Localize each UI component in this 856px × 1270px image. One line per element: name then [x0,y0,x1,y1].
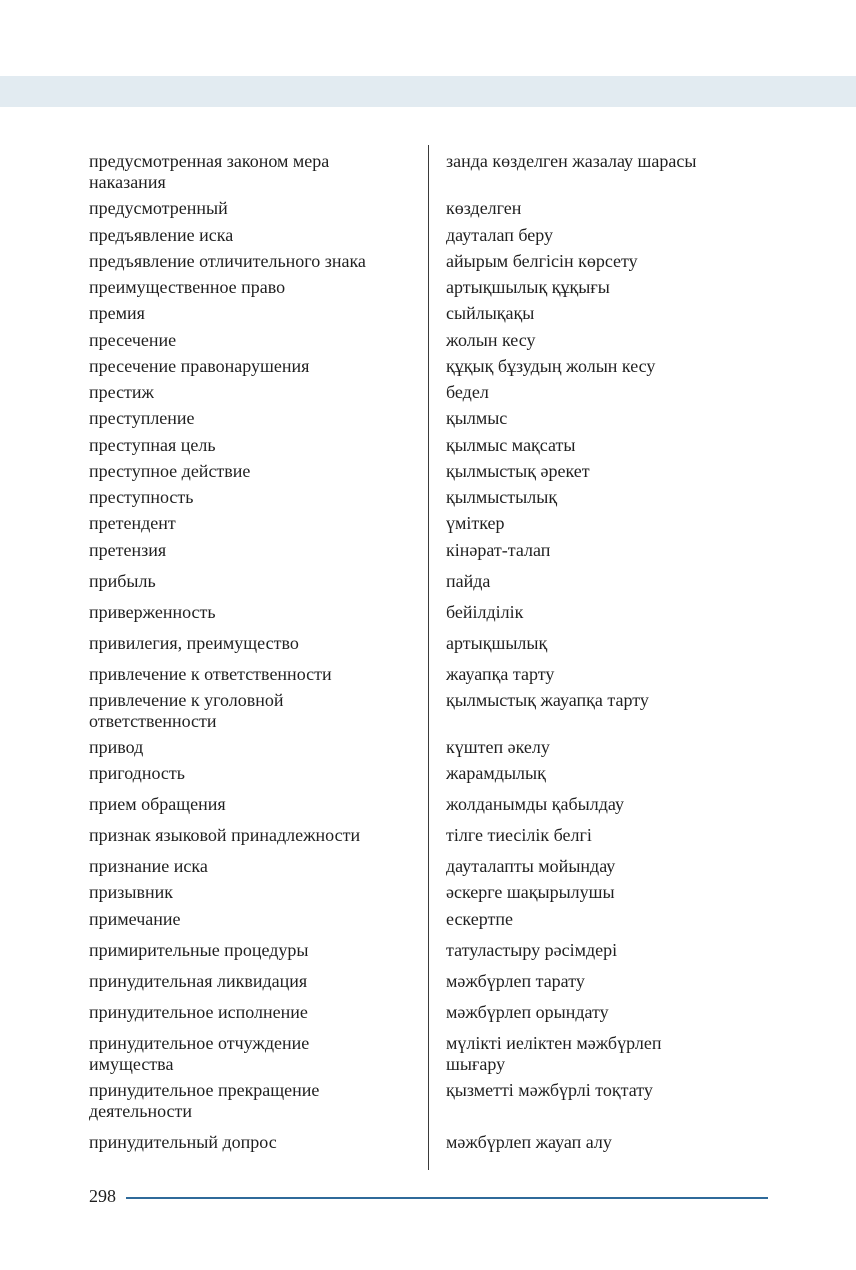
russian-term: прибыль [89,571,156,591]
kazakh-term: құқық бұзудың жолын кесу [446,356,656,376]
russian-term: примечание [89,909,181,929]
kazakh-term: бедел [446,382,489,402]
kazakh-term: артықшылық [446,633,548,653]
russian-term: пресечение правонарушения [89,356,310,376]
kazakh-term: занда көзделген жазалау шарасы [446,151,697,171]
russian-term: премия [89,303,145,323]
kazakh-term: дауталапты мойындау [446,856,616,876]
russian-term: привлечение к уголовной ответственности [89,690,284,731]
russian-term: привод [89,737,144,757]
russian-term: претензия [89,540,167,560]
kazakh-term: бейілділік [446,602,524,622]
russian-term: призывник [89,882,173,902]
kazakh-term: кінәрат-талап [446,540,551,560]
russian-term: признание иска [89,856,208,876]
russian-term: предъявление отличительного знака [89,251,366,271]
kazakh-term: сыйлықақы [446,303,535,323]
russian-term: предъявление иска [89,225,234,245]
kazakh-term: айырым белгісін көрсету [446,251,638,271]
kazakh-term: мәжбүрлеп орындату [446,1002,609,1022]
russian-term: преступность [89,487,194,507]
kazakh-term: дауталап беру [446,225,554,245]
kazakh-term: қылмыстылық [446,487,558,507]
russian-term: принудительная ликвидация [89,971,308,991]
kazakh-term: қылмыстық жауапқа тарту [446,690,649,710]
russian-term: преступная цель [89,435,216,455]
footer-rule [126,1197,768,1199]
russian-term: предусмотренный [89,198,228,218]
kazakh-term: мәжбүрлеп тарату [446,971,585,991]
russian-term: преступление [89,408,195,428]
kazakh-term: тілге тиесілік белгі [446,825,592,845]
russian-term: преступное действие [89,461,251,481]
kazakh-term: пайда [446,571,491,591]
russian-term: принудительное отчуждение имущества [89,1033,310,1074]
kazakh-term: жолданымды қабылдау [446,794,624,814]
russian-term: привилегия, преимущество [89,633,299,653]
russian-term: примирительные процедуры [89,940,309,960]
russian-term: принудительный допрос [89,1132,277,1152]
kazakh-term: ескертпе [446,909,513,929]
russian-term: пресечение [89,330,177,350]
kazakh-term: татуластыру рәсімдері [446,940,618,960]
page-number: 298 [89,1186,116,1206]
russian-term: привлечение к ответственности [89,664,332,684]
kazakh-term: мүлікті иеліктен мәжбүрлеп шығару [446,1033,662,1074]
kazakh-term: мәжбүрлеп жауап алу [446,1132,612,1152]
russian-term: признак языковой принадлежности [89,825,361,845]
kazakh-term: артықшылық құқығы [446,277,610,297]
kazakh-term: қылмыс мақсаты [446,435,576,455]
kazakh-term: жарамдылық [446,763,546,783]
russian-term: пригодность [89,763,185,783]
russian-term: принудительное исполнение [89,1002,308,1022]
russian-term: прием обращения [89,794,226,814]
kazakh-term: жауапқа тарту [446,664,555,684]
kazakh-term: қылмыс [446,408,508,428]
russian-term: преимущественное право [89,277,286,297]
russian-term: престиж [89,382,154,402]
russian-term: предусмотренная законом мера наказания [89,151,330,192]
russian-term: принудительное прекращение деятельности [89,1080,320,1121]
kazakh-term: әскерге шақырылушы [446,882,615,902]
kazakh-term: қызметті мәжбүрлі тоқтату [446,1080,653,1100]
kazakh-term: қылмыстық әрекет [446,461,590,481]
kazakh-term: күштеп әкелу [446,737,550,757]
kazakh-term: көзделген [446,198,522,218]
kazakh-term: үміткер [446,513,505,533]
russian-term: претендент [89,513,176,533]
russian-term: приверженность [89,602,216,622]
kazakh-term: жолын кесу [446,330,536,350]
